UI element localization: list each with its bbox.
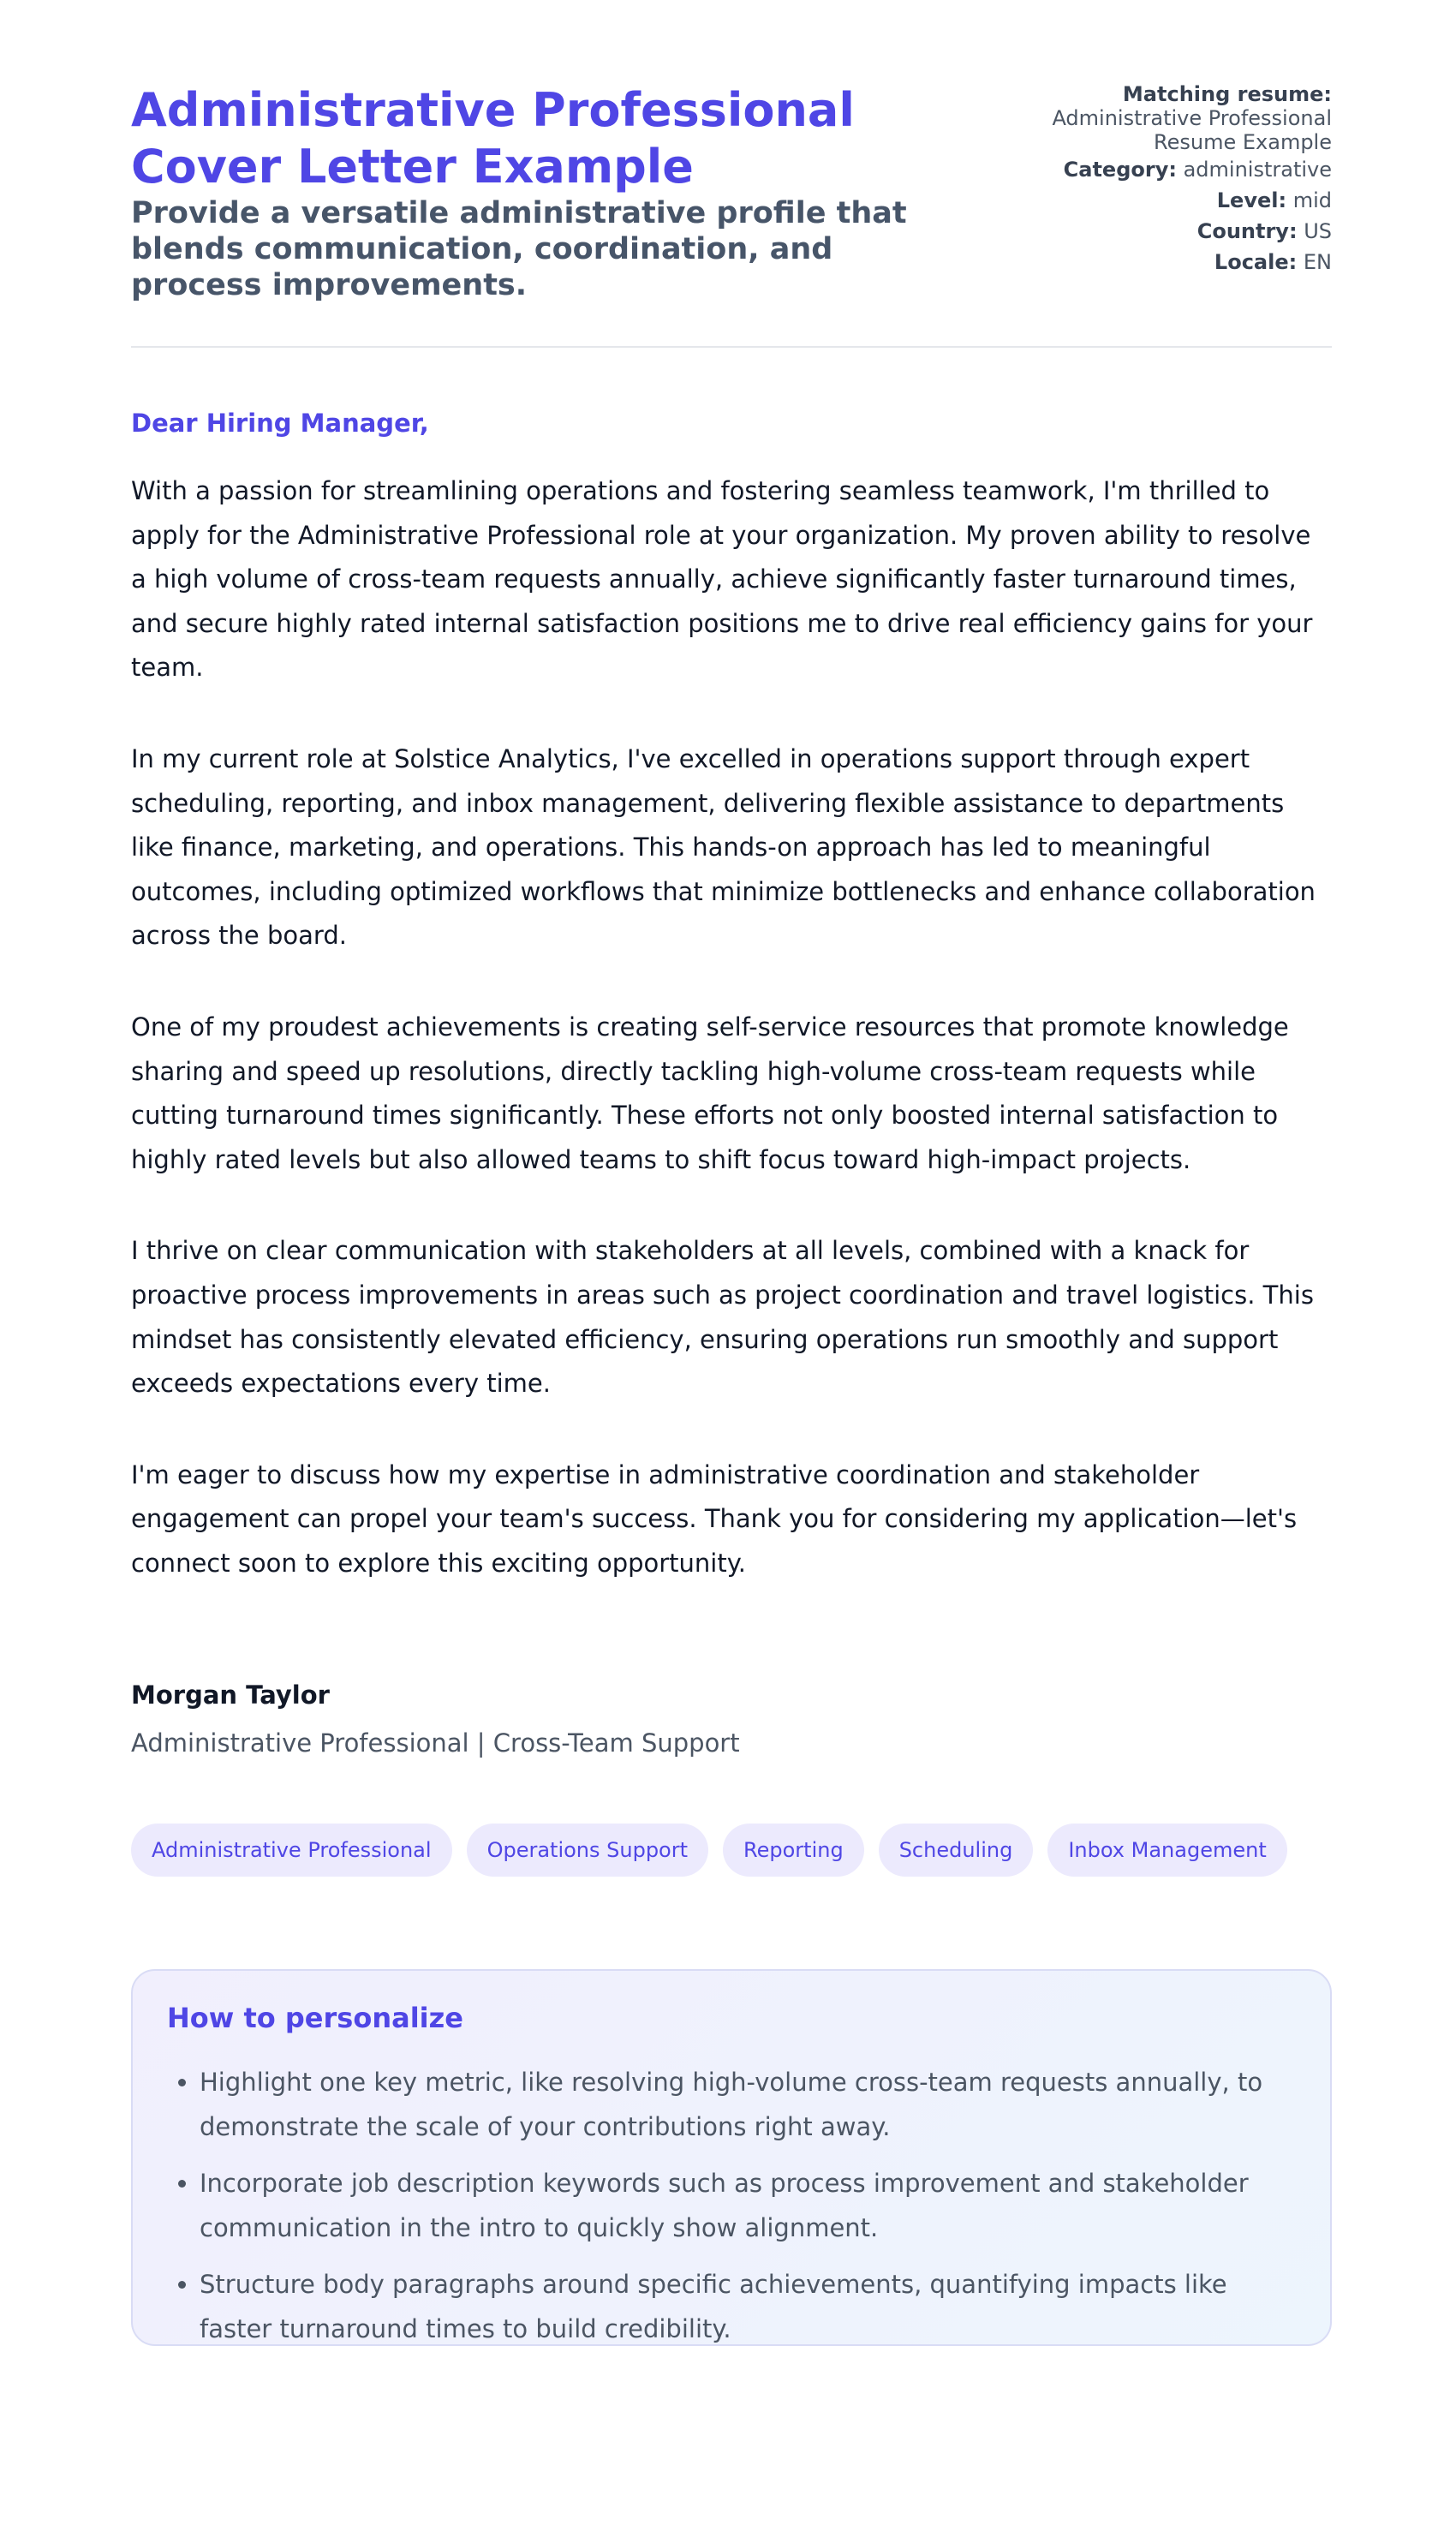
signature-name: Morgan Taylor: [131, 1680, 330, 1710]
meta-panel: [1049, 82, 1332, 281]
skill-tag: Scheduling: [879, 1824, 1034, 1877]
personalize-heading: How to personalize: [167, 2002, 463, 2035]
signature-title: Administrative Professional | Cross-Team Support: [131, 1728, 740, 1758]
meta-country: [1049, 219, 1332, 243]
tip-item: • Highlight one key metric, like resolving high-volume cross-team requests annually, to demonstrate the scale of your contributions right away.: [200, 2060, 1296, 2149]
meta-label: Level:: [1216, 188, 1287, 212]
letter-paragraph: In my current role at Solstice Analytics, I've excelled in operations support through expert scheduling, reporting, and inbox management, delivering flexible assistance to departments like finance, marketing, and operations. This hands-on approach has led to meaningful outcomes, including optimized workflows that minimize bottlenecks and enhance collaboration across the board.: [131, 743, 1316, 951]
divider: [131, 346, 1332, 348]
meta-value: EN: [1303, 250, 1332, 274]
skill-tag: Operations Support: [467, 1824, 708, 1877]
letter-paragraph: One of my proudest achievements is creating self-service resources that promote knowledge sharing and speed up resolutions, directly tackling high-volume cross-team requests while cutting turnaround times significantly. These efforts not only boosted internal satisfaction to highly rated levels but also allowed teams to shift focus toward high-impact projects.: [131, 1012, 1289, 1174]
meta-label: Locale:: [1214, 250, 1298, 274]
meta-label: Country:: [1196, 219, 1298, 243]
personalize-tips-box: [131, 1969, 1332, 2346]
title-block: [131, 82, 953, 303]
page-subtitle: Provide a versatile administrative profile that blends communication, coordination, and process improvements.: [131, 196, 907, 302]
tips-list: [167, 2060, 1296, 2351]
meta-matching-resume: [1049, 82, 1332, 154]
letter-paragraph: I thrive on clear communication with stakeholders at all levels, combined with a knack for proactive process improvements in areas such as project coordination and travel logistics. This mindset has consistently elevated efficiency, ensuring operations run smoothly and support exceeds expectations every time.: [131, 1236, 1314, 1399]
tip-item: • Structure body paragraphs around specific achievements, quantifying impacts like faster turnaround times to build credibility.: [200, 2262, 1296, 2351]
page-header: [131, 82, 1332, 346]
meta-value: US: [1304, 219, 1332, 243]
meta-label: Matching resume:: [1122, 82, 1332, 106]
meta-locale: [1049, 250, 1332, 274]
skill-tags: [131, 1824, 1332, 1877]
meta-value: administrative: [1183, 158, 1332, 182]
skill-tag: Administrative Professional: [131, 1824, 452, 1877]
meta-label: Category:: [1063, 158, 1177, 182]
skill-tag: Inbox Management: [1047, 1824, 1286, 1877]
tip-item: • Incorporate job description keywords such as process improvement and stakeholder communication in the intro to quickly show alignment.: [200, 2161, 1296, 2250]
cover-letter-page: [131, 82, 1332, 2346]
matching-resume-link[interactable]: Administrative Professional Resume Example: [1052, 106, 1332, 154]
meta-level: [1049, 188, 1332, 212]
letter-paragraph: With a passion for streamlining operations and fostering seamless teamwork, I'm thrilled to apply for the Administrative Professional role at your organization. My proven ability to resolve a high volume of cross-team requests annually, achieve significantly faster turnaround times, and secure highly rated internal satisfaction positions me to drive real efficiency gains for your team.: [131, 476, 1313, 683]
letter-paragraph: I'm eager to discuss how my expertise in administrative coordination and stakeholder engagement can propel your team's success. Thank you for considering my application—let's connect soon to explore this exciting opportunity.: [131, 1459, 1298, 1578]
skill-tag: Reporting: [723, 1824, 864, 1877]
letter-greeting: Dear Hiring Manager,: [131, 409, 429, 438]
meta-category: [1049, 158, 1332, 182]
page-title: Administrative Professional Cover Letter Example: [131, 83, 855, 194]
meta-value: mid: [1292, 188, 1332, 212]
